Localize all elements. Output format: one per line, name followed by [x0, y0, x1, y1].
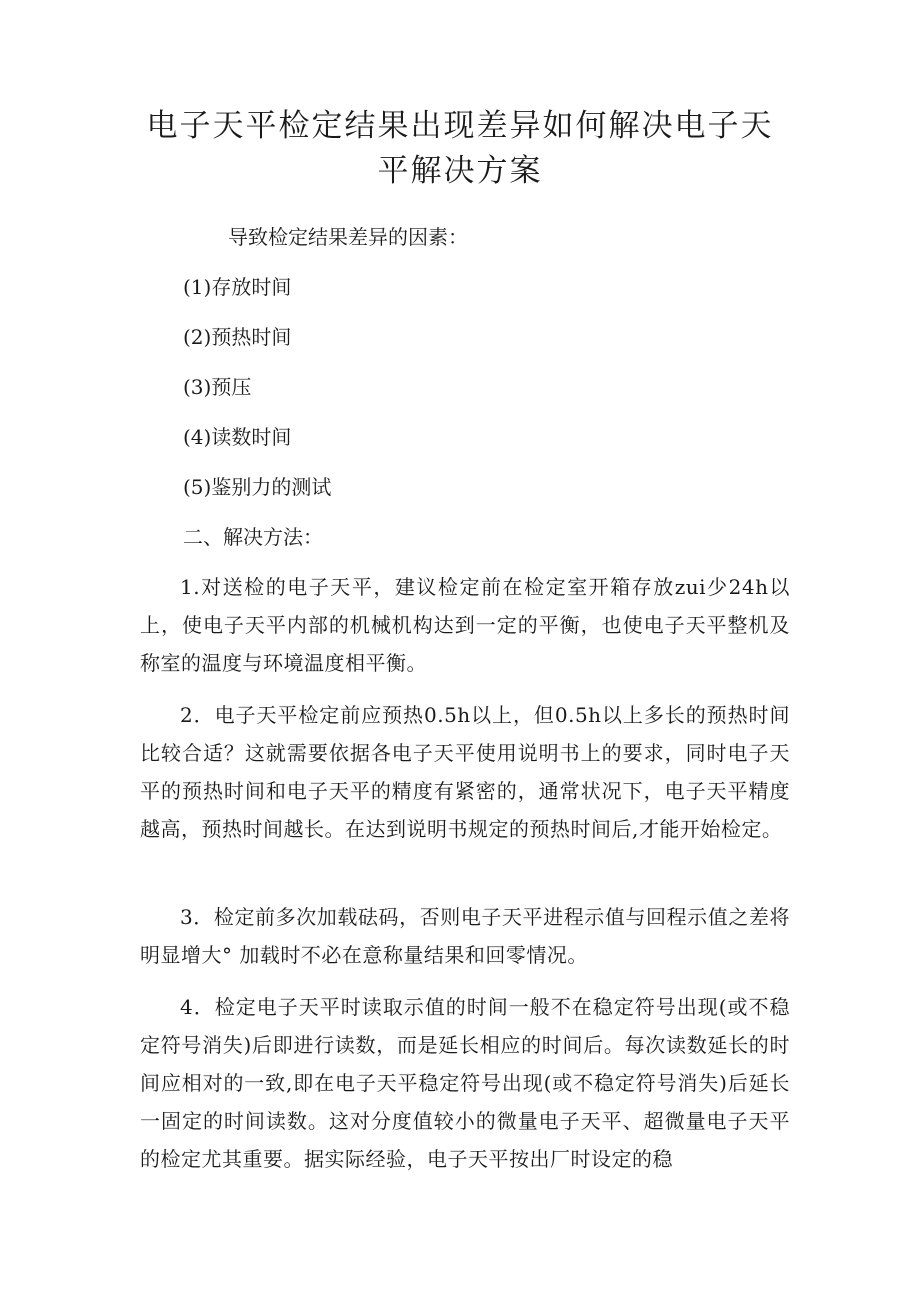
solution-paragraph-4: 4．检定电子天平时读取示值的时间一般不在稳定符号出现(或不稳定符号消失)后即进行读数，而是延长相应的时间后。每次读数延长的时间应相对的一致,即在电子天平稳定符号出现(或不稳定符号消失)后延长一固定的时间读数。这对分度值较小的微量电子天平、超微量电子天平的检定尤其重要。据实际经验，电子天平按出厂时设定的稳 — [140, 995, 790, 1171]
factor-item-2: (2)预热时间 — [183, 325, 292, 349]
document-title: 电子天平检定结果出现差异如何解决电子天平解决方案 — [146, 108, 774, 189]
factor-item-4: (4)读数时间 — [183, 425, 292, 449]
factors-heading: 导致检定结果差异的因素： — [228, 225, 468, 249]
solution-paragraph-1: 1.对送检的电子天平，建议检定前在检定室开箱存放zui少24h以上，使电子天平内部的机械机构达到一定的平衡，也使电子天平整机及称室的温度与环境温度相平衡。 — [140, 575, 790, 675]
solutions-heading: 二、解决方法： — [183, 525, 323, 549]
factor-item-5: (5)鉴别力的测试 — [183, 475, 332, 499]
factor-item-3: (3)预压 — [183, 375, 252, 399]
factor-item-1: (1)存放时间 — [183, 275, 292, 299]
solution-paragraph-3: 3．检定前多次加载砝码，否则电子天平进程示值与回程示值之差将明显增大° 加载时不必在意称量结果和回零情况。 — [140, 905, 790, 967]
solution-paragraph-2: 2．电子天平检定前应预热0.5h以上，但0.5h以上多长的预热时间比较合适？这就需要依据各电子天平使用说明书上的要求，同时电子天平的预热时间和电子天平的精度有紧密的，通常状况下，电子天平精度越高，预热时间越长。在达到说明书规定的预热时间后,才能开始检定。 — [140, 703, 790, 841]
